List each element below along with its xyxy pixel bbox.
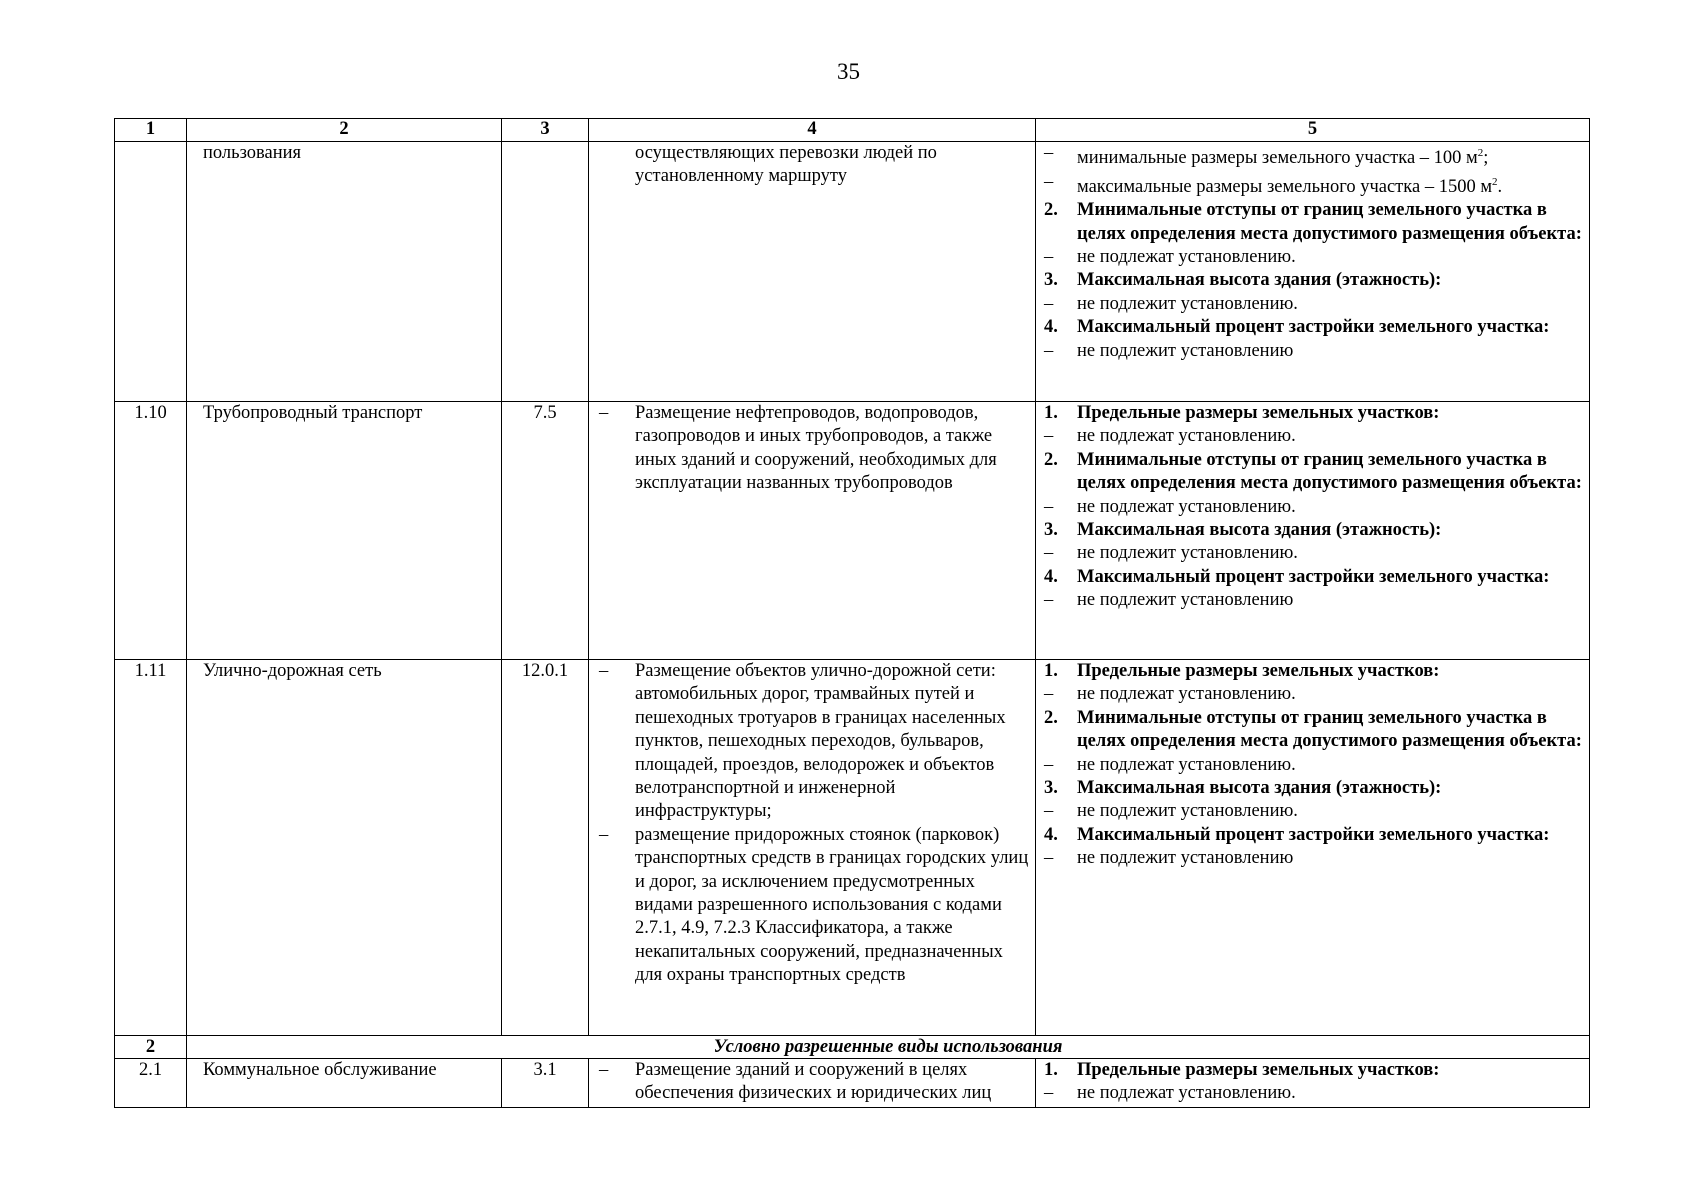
- list-marker: –: [1044, 590, 1054, 611]
- item-text-main: Минимальные отступы от границ земельного участка в целях определения места допустимого размещения объекта:: [1077, 707, 1582, 752]
- list-marker: 4.: [1044, 566, 1058, 587]
- item-text: [635, 142, 1029, 189]
- item-text-main: не подлежат установлению.: [1077, 754, 1296, 775]
- item-text-main: Размещение объектов улично-дорожной сети: автомобильных дорог, трамвайных путей и пешеходных тротуаров в границах населенных пунктов, пешеходных переходов, бульваров, площадей, проездов, велодорожек и объектов велотранспортной и инженерной инфраструктуры;: [635, 661, 1006, 822]
- list-marker: –: [599, 824, 609, 845]
- section-row: [115, 1036, 1590, 1059]
- item-text-main: осуществляющих перевозки людей по установленному маршруту: [635, 143, 937, 187]
- parameter-item: [1044, 824, 1585, 847]
- row-number: [115, 142, 187, 402]
- item-text-main: Максимальный процент застройки земельного участка:: [1077, 824, 1550, 845]
- item-text-main: не подлежат установлению.: [1077, 1083, 1296, 1104]
- description-item: [597, 1059, 1029, 1106]
- list-marker: –: [1044, 684, 1054, 705]
- item-text: [1077, 589, 1585, 612]
- item-text: [635, 660, 1029, 824]
- column-header: 2: [187, 119, 502, 142]
- item-text: [635, 824, 1029, 988]
- list-marker: –: [1044, 1083, 1054, 1104]
- parameter-item: [1044, 402, 1585, 425]
- land-use-name: Улично-дорожная сеть: [187, 660, 502, 1036]
- list-marker: –: [1044, 246, 1054, 267]
- list-marker: 1.: [1044, 661, 1058, 681]
- item-text: [1077, 269, 1585, 292]
- parameter-item: [1044, 425, 1585, 448]
- parameter-item: [1044, 340, 1585, 363]
- item-text: [1077, 316, 1585, 339]
- item-text-main: Максимальная высота здания (этажность):: [1077, 520, 1442, 541]
- parameter-item: [1044, 199, 1585, 246]
- parameter-item: [1044, 496, 1585, 519]
- parameters-cell: [1036, 402, 1590, 660]
- item-text: [1077, 707, 1585, 754]
- superscript: 2: [1477, 147, 1484, 159]
- item-text-main: не подлежит установлению: [1077, 848, 1294, 869]
- item-text: [1077, 293, 1585, 316]
- item-text: [1077, 566, 1585, 589]
- table-header-row: [115, 119, 1590, 142]
- list-marker: –: [1044, 754, 1054, 775]
- item-text-tail: ;: [1483, 148, 1489, 169]
- item-text-main: Размещение нефтепроводов, водопроводов, газопроводов и иных трубопроводов, а также иных зданий и сооружений, необходимых для эксплуатации названных трубопроводов: [635, 403, 997, 494]
- table-row: [115, 1059, 1590, 1108]
- land-use-description: [589, 660, 1036, 1036]
- section-number: 2: [115, 1036, 187, 1059]
- parameter-item: [1044, 800, 1585, 823]
- list-marker: 2.: [1044, 707, 1058, 728]
- list-marker: –: [599, 661, 609, 681]
- parameter-item: [1044, 847, 1585, 870]
- item-text-main: не подлежит установлению: [1077, 340, 1294, 361]
- item-text: [1077, 777, 1585, 800]
- item-text-main: не подлежит установлению.: [1077, 801, 1298, 822]
- description-item: [597, 142, 1029, 189]
- table-row: [115, 402, 1590, 660]
- item-text-tail: .: [1497, 176, 1503, 197]
- list-marker: –: [599, 403, 609, 423]
- item-text-main: размещение придорожных стоянок (парковок) транспортных средств в границах городских улиц и дорог, за исключением предусмотренных видами разрешенного использования с кодами 2.7.1, 4.9, 7.2.3 Классификатора, а также некапитальных сооружений, предназначенных для охраны транспортных средств: [635, 824, 1029, 986]
- item-text-main: Максимальная высота здания (этажность):: [1077, 778, 1442, 799]
- item-text: [635, 1059, 1029, 1106]
- item-text-main: не подлежит установлению.: [1077, 293, 1298, 314]
- item-text: [1077, 142, 1585, 171]
- item-text-main: Предельные размеры земельных участков:: [1077, 1060, 1440, 1080]
- item-text-main: минимальные размеры земельного участка – 100 м: [1077, 148, 1478, 169]
- item-text: [1077, 340, 1585, 363]
- item-text: [1077, 171, 1585, 200]
- parameter-item: [1044, 683, 1585, 706]
- item-text-main: Минимальные отступы от границ земельного участка в целях определения места допустимого размещения объекта:: [1077, 449, 1582, 494]
- item-text-main: максимальные размеры земельного участка – 1500 м: [1077, 176, 1493, 197]
- column-header: 3: [502, 119, 589, 142]
- list-marker: –: [1044, 293, 1054, 314]
- item-text-main: не подлежат установлению.: [1077, 246, 1296, 267]
- item-text: [1077, 1082, 1585, 1105]
- list-marker: 4.: [1044, 824, 1058, 845]
- parameter-item: [1044, 660, 1585, 683]
- list-marker: 1.: [1044, 403, 1058, 423]
- list-marker: 1.: [1044, 1060, 1058, 1080]
- item-text: [1077, 246, 1585, 269]
- table-row: [115, 142, 1590, 402]
- list-marker: –: [1044, 496, 1054, 517]
- list-marker: 3.: [1044, 778, 1058, 799]
- item-text: [1077, 402, 1585, 425]
- item-text: [1077, 824, 1585, 847]
- parameter-item: [1044, 707, 1585, 754]
- column-header: 1: [115, 119, 187, 142]
- item-text: [1077, 519, 1585, 542]
- list-marker: 3.: [1044, 520, 1058, 541]
- row-number: 2.1: [115, 1059, 187, 1108]
- parameter-item: [1044, 171, 1585, 200]
- parameters-cell: [1036, 660, 1590, 1036]
- list-marker: –: [1044, 543, 1054, 564]
- section-title: Условно разрешенные виды использования: [187, 1036, 1590, 1059]
- item-text: [1077, 1059, 1585, 1082]
- item-text-main: Предельные размеры земельных участков:: [1077, 661, 1440, 681]
- classifier-code: 12.0.1: [502, 660, 589, 1036]
- list-marker: –: [1044, 143, 1054, 163]
- item-text-main: не подлежат установлению.: [1077, 496, 1296, 517]
- item-text-main: Размещение зданий и сооружений в целях обеспечения физических и юридических лиц: [635, 1060, 992, 1104]
- parameter-item: [1044, 246, 1585, 269]
- description-item: [597, 824, 1029, 988]
- item-text: [1077, 425, 1585, 448]
- item-text-main: не подлежат установлению.: [1077, 684, 1296, 705]
- parameters-cell: [1036, 1059, 1590, 1108]
- item-text: [1077, 683, 1585, 706]
- item-text-main: не подлежит установлению.: [1077, 543, 1298, 564]
- item-text-main: Максимальный процент застройки земельного участка:: [1077, 566, 1550, 587]
- land-use-description: [589, 402, 1036, 660]
- parameter-item: [1044, 566, 1585, 589]
- item-text-main: Предельные размеры земельных участков:: [1077, 403, 1440, 423]
- land-use-description: [589, 142, 1036, 402]
- item-text: [1077, 449, 1585, 496]
- item-text: [1077, 847, 1585, 870]
- list-marker: –: [1044, 848, 1054, 869]
- description-item: [597, 402, 1029, 496]
- superscript: 2: [1492, 175, 1498, 188]
- item-text: [1077, 800, 1585, 823]
- item-text-main: Максимальный процент застройки земельного участка:: [1077, 317, 1550, 338]
- row-number: 1.11: [115, 660, 187, 1036]
- list-marker: 4.: [1044, 317, 1058, 338]
- item-text: [1077, 496, 1585, 519]
- parameter-item: [1044, 142, 1585, 171]
- item-text: [1077, 754, 1585, 777]
- list-marker: –: [1044, 426, 1054, 447]
- list-marker: –: [1044, 801, 1054, 822]
- parameter-item: [1044, 449, 1585, 496]
- column-header: 5: [1036, 119, 1590, 142]
- parameter-item: [1044, 519, 1585, 542]
- list-marker: –: [1044, 171, 1054, 192]
- item-text: [635, 402, 1029, 496]
- item-text: [1077, 660, 1585, 683]
- parameter-item: [1044, 754, 1585, 777]
- parameter-item: [1044, 316, 1585, 339]
- item-text-main: не подлежат установлению.: [1077, 426, 1296, 447]
- classifier-code: [502, 142, 589, 402]
- land-use-name: Трубопроводный транспорт: [187, 402, 502, 660]
- list-marker: 2.: [1044, 449, 1058, 470]
- parameters-cell: [1036, 142, 1590, 402]
- table-row: [115, 660, 1590, 1036]
- classifier-code: 7.5: [502, 402, 589, 660]
- item-text: [1077, 199, 1585, 246]
- description-item: [597, 660, 1029, 824]
- parameter-item: [1044, 269, 1585, 292]
- item-text-main: Минимальные отступы от границ земельного участка в целях определения места допустимого размещения объекта:: [1077, 200, 1582, 244]
- parameter-item: [1044, 293, 1585, 316]
- regulations-table: [114, 118, 1590, 1108]
- land-use-description: [589, 1059, 1036, 1108]
- row-number: 1.10: [115, 402, 187, 660]
- land-use-name: пользования: [187, 142, 502, 402]
- item-text: [1077, 542, 1585, 565]
- list-marker: [597, 142, 635, 189]
- item-text-main: Максимальная высота здания (этажность):: [1077, 270, 1442, 291]
- page-number: 35: [837, 59, 860, 84]
- parameter-item: [1044, 777, 1585, 800]
- parameter-item: [1044, 589, 1585, 612]
- land-use-name: Коммунальное обслуживание: [187, 1059, 502, 1108]
- list-marker: 3.: [1044, 270, 1058, 291]
- parameter-item: [1044, 1059, 1585, 1082]
- parameter-item: [1044, 542, 1585, 565]
- list-marker: –: [599, 1060, 609, 1080]
- item-text-main: не подлежит установлению: [1077, 590, 1294, 611]
- column-header: 4: [589, 119, 1036, 142]
- list-marker: 2.: [1044, 200, 1058, 221]
- classifier-code: 3.1: [502, 1059, 589, 1108]
- parameter-item: [1044, 1082, 1585, 1105]
- list-marker: –: [1044, 340, 1054, 361]
